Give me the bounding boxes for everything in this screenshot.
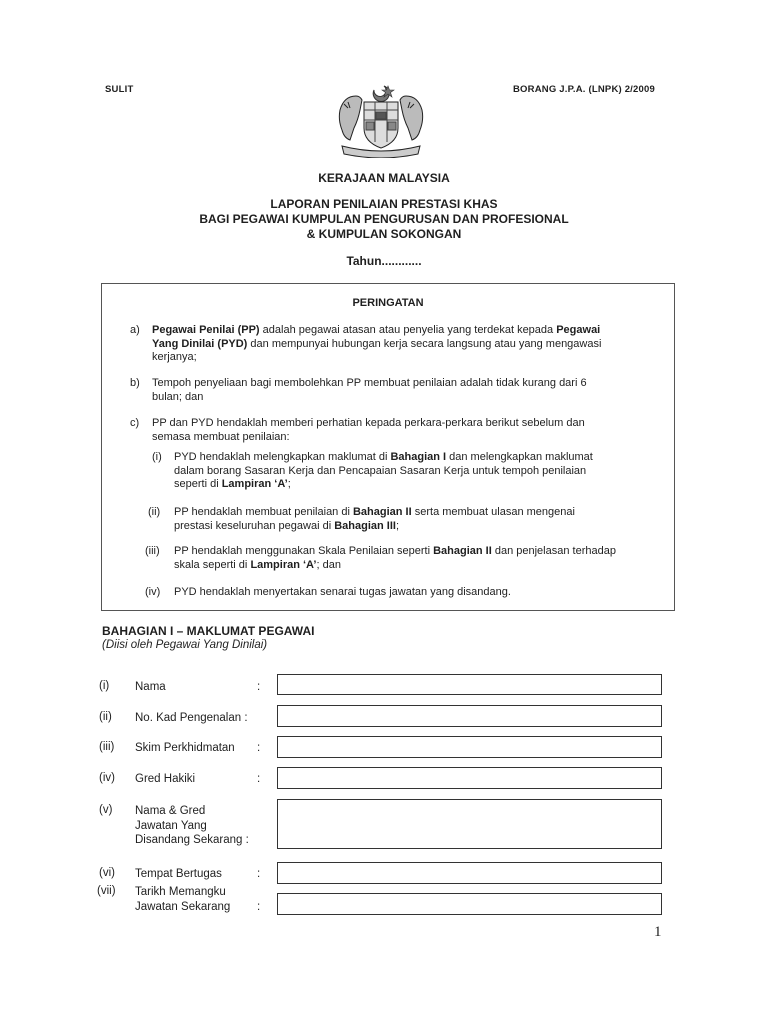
text: PYD hendaklah menyertakan senarai tugas jawatan yang disandang. xyxy=(174,586,511,598)
field-label-service-scheme: Skim Perkhidmatan xyxy=(135,742,235,754)
row-number: (iii) xyxy=(99,741,115,753)
field-label-ic-number: No. Kad Pengenalan : xyxy=(135,712,248,724)
text: Jawatan Sekarang xyxy=(135,900,231,913)
text-bold: Lampiran ‘A’ xyxy=(250,558,317,571)
text: PYD hendaklah melengkapkan maklumat di xyxy=(174,451,391,463)
section-subtitle: (Diisi oleh Pegawai Yang Dinilai) xyxy=(102,639,268,651)
row-number: (vi) xyxy=(99,867,115,879)
page-number: 1 xyxy=(654,924,662,940)
colon: : xyxy=(257,742,261,754)
text-bold: Bahagian II xyxy=(433,545,492,557)
acting-date-input[interactable] xyxy=(277,893,662,915)
text: ; xyxy=(287,478,291,490)
text: Nama & Gred xyxy=(135,805,206,817)
malaysia-coat-of-arms-icon xyxy=(328,80,434,158)
form-code: BORANG J.P.A. (LNPK) 2/2009 xyxy=(513,84,655,95)
colon: : xyxy=(257,773,261,785)
text: dan penjelasan terhadap xyxy=(491,545,616,557)
row-number: (vii) xyxy=(97,885,116,897)
workplace-input[interactable] xyxy=(277,862,662,884)
warning-subitem-i-label: (i) xyxy=(152,451,162,463)
colon: : xyxy=(257,901,261,913)
text: dan melengkapkan maklumat xyxy=(446,451,593,463)
text-bold: Lampiran ‘A’ xyxy=(221,478,288,490)
text: serta membuat ulasan mengenai xyxy=(411,506,575,518)
warning-subitem-iv xyxy=(174,586,672,600)
text: PP dan PYD hendaklah memberi perhatian kepada perkara-perkara berikut sebelum dan xyxy=(152,417,585,429)
ic-number-input[interactable] xyxy=(277,705,662,727)
text: semasa membuat penilaian: xyxy=(152,430,290,443)
text: PP hendaklah membuat penilaian di xyxy=(174,506,353,518)
text: kerjanya; xyxy=(152,351,197,363)
row-number: (i) xyxy=(99,680,110,692)
text: Tempoh penyeliaan bagi membolehkan PP membuat penilaian adalah tidak kurang dari 6 xyxy=(152,377,587,389)
warning-item-c-label: c) xyxy=(130,417,140,429)
text-bold: Yang Dinilai (PYD) xyxy=(152,337,248,350)
warning-subitem-i xyxy=(174,451,672,492)
colon: : xyxy=(257,681,261,693)
text: ; dan xyxy=(316,558,341,571)
warning-subitem-ii xyxy=(174,506,672,533)
year-field[interactable]: Tahun............ xyxy=(346,254,422,268)
field-label-acting-date xyxy=(135,885,230,914)
field-label-nama: Nama xyxy=(135,681,166,693)
warning-item-a-label: a) xyxy=(130,324,140,336)
warning-item-b-label: b) xyxy=(130,377,140,389)
text: dan mempunyai hubungan kerja secara langsung atau yang mengawasi xyxy=(247,337,602,350)
field-label-current-position xyxy=(135,804,249,848)
field-label-workplace: Tempat Bertugas xyxy=(135,868,222,880)
text: skala seperti di xyxy=(174,558,251,571)
text: adalah pegawai atasan atau penyelia yang terdekat kepada xyxy=(259,324,557,336)
warning-item-a xyxy=(152,324,672,365)
text: Jawatan Yang xyxy=(135,819,207,832)
text: seperti di xyxy=(174,478,222,490)
report-title-line1: LAPORAN PENILAIAN PRESTASI KHAS xyxy=(270,197,498,211)
row-number: (v) xyxy=(99,804,113,816)
warning-title: PERINGATAN xyxy=(352,297,424,309)
text-bold: Pegawai Penilai (PP) xyxy=(152,324,260,336)
report-title-line3: & KUMPULAN SOKONGAN xyxy=(306,227,462,241)
nama-input[interactable] xyxy=(277,674,662,695)
text: Disandang Sekarang : xyxy=(135,834,249,846)
text-bold: Bahagian I xyxy=(390,451,447,463)
section-title: BAHAGIAN I – MAKLUMAT PEGAWAI xyxy=(102,624,315,638)
current-position-input[interactable] xyxy=(277,799,662,849)
colon: : xyxy=(257,868,261,880)
text: PP hendaklah menggunakan Skala Penilaian seperti xyxy=(174,545,434,557)
text: ; xyxy=(395,519,400,532)
text: bulan; dan xyxy=(152,390,204,403)
row-number: (ii) xyxy=(99,711,112,723)
grade-input[interactable] xyxy=(277,767,662,789)
text-bold: Bahagian II xyxy=(352,506,412,518)
government-title: KERAJAAN MALAYSIA xyxy=(318,171,450,185)
text: prestasi keseluruhan pegawai di xyxy=(174,519,335,532)
text: Tarikh Memangku xyxy=(135,886,226,898)
warning-subitem-iv-label: (iv) xyxy=(145,586,161,598)
classification-label: SULIT xyxy=(105,84,134,95)
service-scheme-input[interactable] xyxy=(277,736,662,758)
warning-subitem-iii-label: (iii) xyxy=(145,545,160,557)
warning-box xyxy=(101,283,675,611)
warning-item-b xyxy=(152,377,672,404)
field-label-grade: Gred Hakiki xyxy=(135,773,196,785)
text: dalam borang Sasaran Kerja dan Pencapaian Sasaran Kerja untuk tempoh penilaian xyxy=(174,464,587,477)
text-bold: Pegawai xyxy=(556,324,601,336)
warning-subitem-iii xyxy=(174,545,672,572)
row-number: (iv) xyxy=(99,772,115,784)
warning-item-c xyxy=(152,417,672,444)
text-bold: Bahagian III xyxy=(334,519,396,532)
report-title-line2: BAGI PEGAWAI KUMPULAN PENGURUSAN DAN PROFESIONAL xyxy=(199,212,569,226)
warning-subitem-ii-label: (ii) xyxy=(148,506,161,518)
